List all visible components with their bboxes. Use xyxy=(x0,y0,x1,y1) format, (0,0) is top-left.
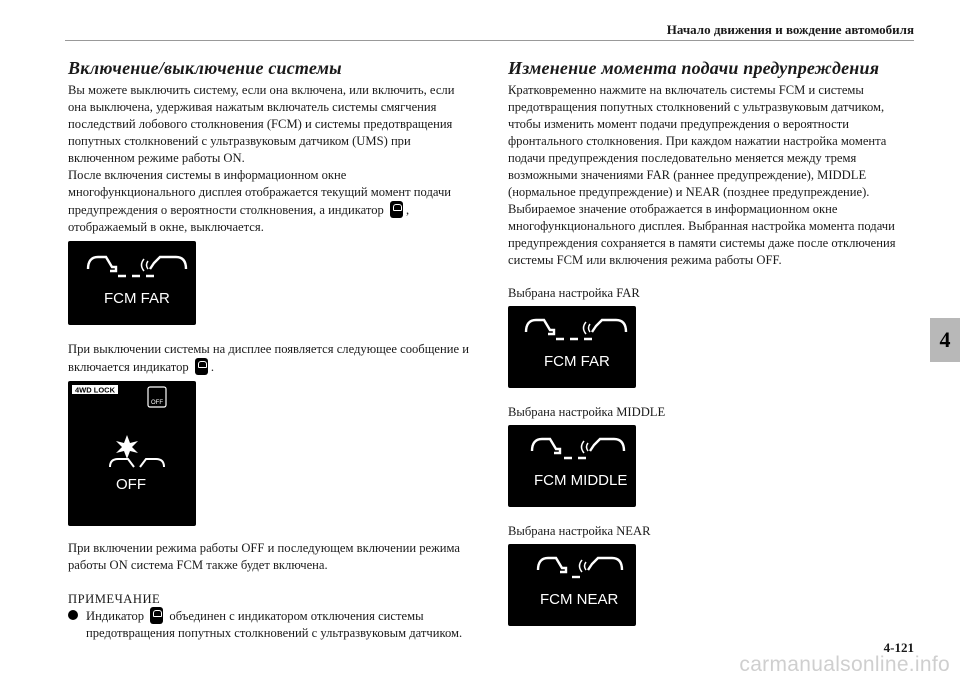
collision-star-icon xyxy=(116,435,138,459)
display-screen-middle xyxy=(508,425,636,507)
note-item: Индикатор объединен с индикатором отключения системы предотвращения попутных столкновений с ультразвуковым датчиком. xyxy=(68,607,473,642)
4wd-lock-badge: 4WD LOCK xyxy=(75,385,115,395)
paragraph: После включения системы в информационном окне многофункционального дисплея отображается текущий момент подачи предупреждения о вероятности столкновения, а индикатор , отображаемый в окне, выключается. xyxy=(68,168,452,234)
left-column xyxy=(68,58,473,642)
screen-label: FCM FAR xyxy=(104,290,170,307)
fcm-off-indicator-icon xyxy=(150,607,163,624)
car-pair-icon xyxy=(110,459,164,467)
car-distance-icon xyxy=(508,306,636,388)
screen-label: FCM MIDDLE xyxy=(534,472,628,489)
section-heading-toggle: Включение/выключение системы xyxy=(68,58,342,78)
note-title: ПРИМЕЧАНИЕ xyxy=(68,592,161,606)
caption-far: Выбрана настройка FAR xyxy=(508,286,640,300)
paragraph: При включении режима работы OFF и последующем включении режима работы ON система FCM также будет включена. xyxy=(68,541,461,572)
bullet-icon xyxy=(68,610,78,620)
paragraph: Выбираемое значение отображается в информационном окне многофункционального дисплея. Выбранная настройка момента подачи предупреждения сохраняется в памяти системы даже после отключения системы FCM или включения режима работы OFF. xyxy=(508,202,896,267)
car-distance-icon xyxy=(508,544,636,626)
display-screen-near xyxy=(508,544,636,626)
car-distance-icon xyxy=(68,241,196,325)
off-label: OFF xyxy=(116,476,146,493)
display-screen-fcm-off xyxy=(68,381,196,526)
caption-middle: Выбрана настройка MIDDLE xyxy=(508,405,666,419)
paragraph: При выключении системы на дисплее появляется следующее сообщение и включается индикатор . xyxy=(68,342,469,374)
display-screen-far xyxy=(508,306,636,388)
paragraph: Вы можете выключить систему, если она включена, или включить, если она выключена, удерживая нажатым включатель системы смягчения последствий лобового столкновения (FCM) и системы предотвращения попутных столкновений с ультразвуковым датчиком (UMS) при включенном режиме работы ON. xyxy=(68,83,455,165)
paragraph: Кратковременно нажмите на включатель системы FCM и системы предотвращения попутных столкновений с ультразвуковым датчиком, чтобы изменить момент подачи предупреждения о вероятности фронтального столкновения. При каждом нажатии настройка момента подачи предупреждения последовательно меняется между тремя возможными значениями FAR (раннее предупреждение), MIDDLE (нормальное предупреждение) и NEAR (позднее предупреждение). xyxy=(508,83,887,199)
watermark[interactable]: carmanualsonline.info xyxy=(739,653,950,676)
right-column xyxy=(508,58,913,626)
car-distance-icon xyxy=(508,425,636,507)
fcm-off-indicator-icon xyxy=(195,358,208,375)
chapter-tab[interactable]: 4 xyxy=(930,318,960,362)
section-heading-timing: Изменение момента подачи предупреждения xyxy=(508,58,880,78)
display-screen-fcm-far xyxy=(68,241,196,325)
fcm-off-indicator-icon xyxy=(390,201,403,218)
page-number: 4-121 xyxy=(883,640,914,655)
screen-label: FCM NEAR xyxy=(540,591,619,608)
running-header: Начало движения и вождение автомобиля xyxy=(666,22,914,37)
caption-near: Выбрана настройка NEAR xyxy=(508,524,651,538)
header-rule xyxy=(65,40,914,41)
screen-label: FCM FAR xyxy=(544,353,610,370)
svg-text:OFF: OFF xyxy=(151,400,163,406)
